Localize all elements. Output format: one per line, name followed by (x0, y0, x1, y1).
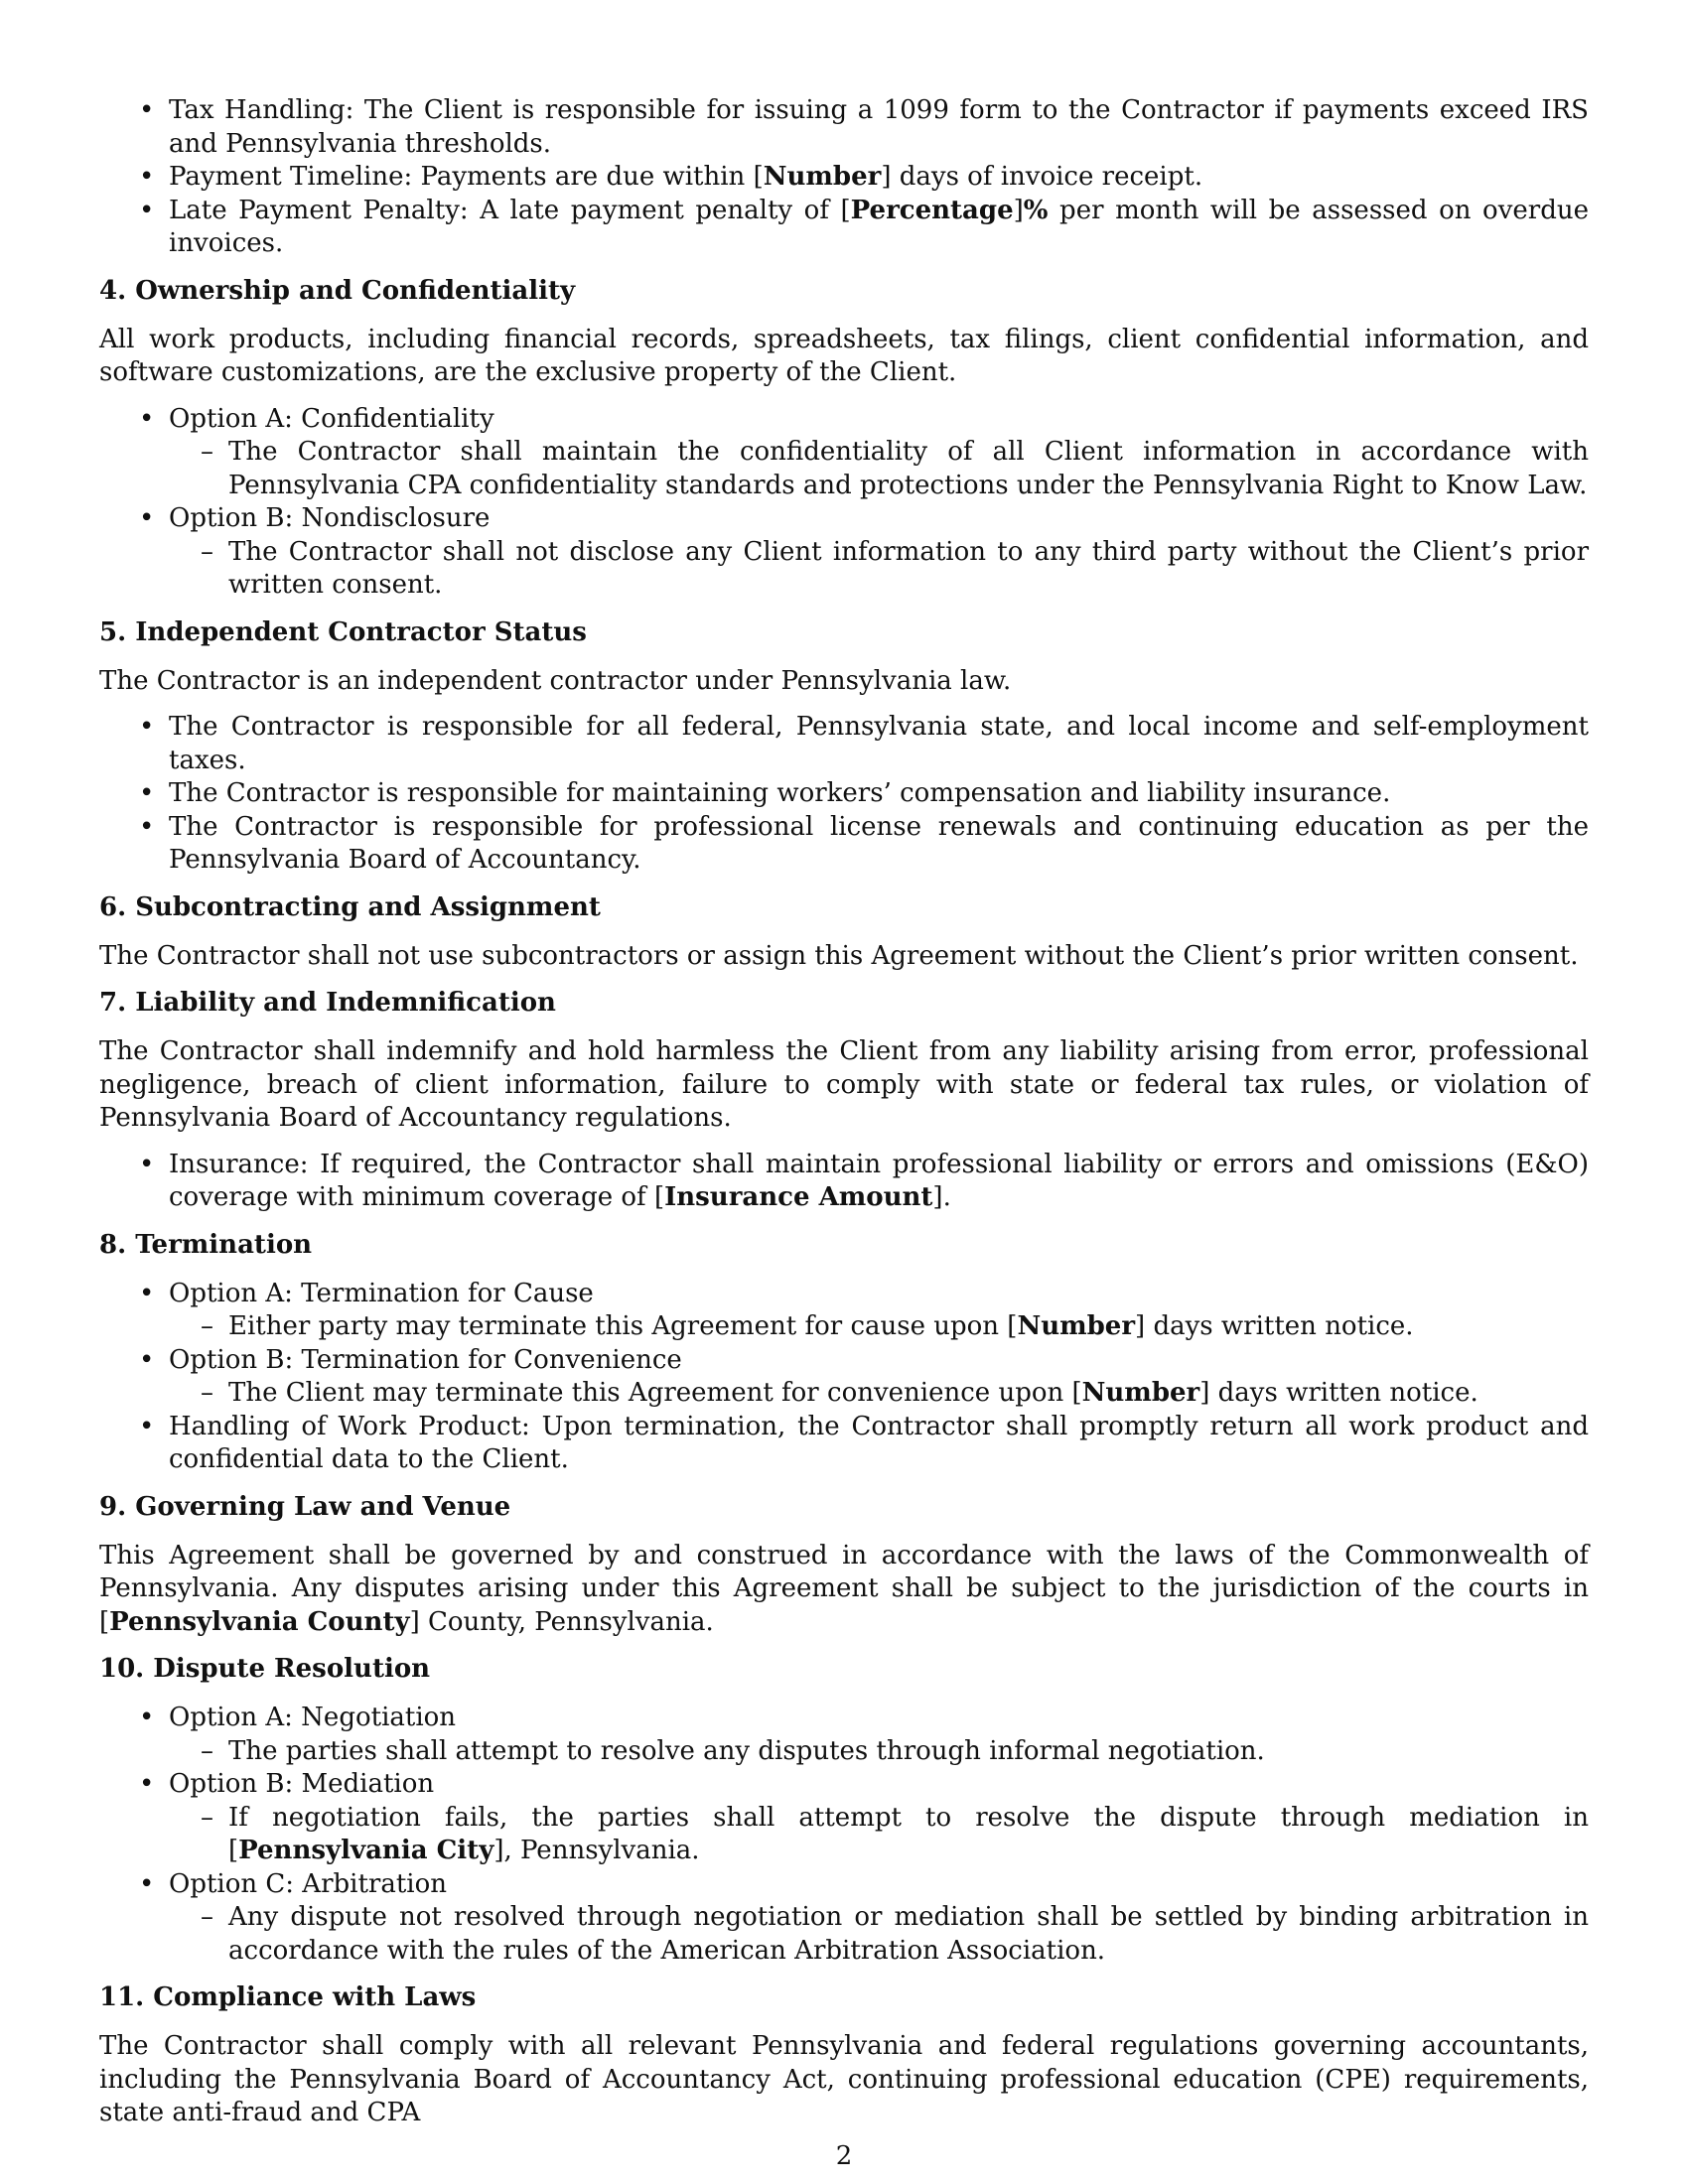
liability-paragraph: The Contractor shall indemnify and hold harmless the Client from any liability arising from error, professional negligence, breach of client information, failure to comply with state or federal tax rules, or violation of Pennsylvania Board of Accountancy regulations. (99, 1036, 1589, 1133)
list-item-option-b: • Option B: Termination for Convenience – The Client may terminate this Agreement for convenience upon [Number] days written notice. (99, 1344, 1589, 1411)
section-heading-termination: 8. Termination (99, 1229, 313, 1260)
sub-item: – The Contractor shall not disclose any Client information to any third party without the Client’s prior written consent. (169, 536, 1589, 603)
sub-item: – The Contractor shall maintain the confidentiality of all Client information in accordance with Pennsylvania CPA confidentiality standards and protections under the Pennsylvania Right to Know Law. (169, 436, 1589, 502)
placeholder-percentage: Percentage (850, 195, 1014, 225)
governing-law-paragraph: This Agreement shall be governed by and construed in accordance with the laws of the Commonwealth of Pennsylvania. Any disputes arising under this Agreement shall be subject to the jurisdiction of the courts in [Pennsylvania County] County, Pennsylvania. (99, 1540, 1589, 1637)
list-item-option-a: • Option A: Negotiation – The parties shall attempt to resolve any disputes through informal negotiation. (99, 1702, 1589, 1768)
list-item: • The Contractor is responsible for all federal, Pennsylvania state, and local income and self-employment taxes. (99, 711, 1589, 777)
dispute-options-list (99, 1702, 1589, 1968)
liability-list (99, 1149, 1589, 1215)
page-number: 2 (835, 2141, 853, 2171)
sub-item: – If negotiation fails, the parties shall attempt to resolve the dispute through mediation in [Pennsylvania City], Pennsylvania. (169, 1802, 1589, 1868)
list-item-option-a: • Option A: Confidentiality – The Contractor shall maintain the confidentiality of all Client information in accordance with Pennsylvania CPA confidentiality standards and protections under the Pennsylvania Right to Know Law. (99, 403, 1589, 503)
contractor-status-paragraph: The Contractor is an independent contractor under Pennsylvania law. (99, 665, 1012, 696)
list-item-option-a: • Option A: Termination for Cause – Either party may terminate this Agreement for cause upon [Number] days written notice. (99, 1278, 1589, 1344)
placeholder-county: Pennsylvania County (109, 1606, 410, 1637)
list-item-insurance: • Insurance: If required, the Contractor shall maintain professional liability or errors and omissions (E&O) coverage with minimum coverage of [Insurance Amount]. (99, 1149, 1589, 1215)
list-item-payment-timeline: • Payment Timeline: Payments are due within [Number] days of invoice receipt. (99, 161, 1589, 195)
list-item-handling: • Handling of Work Product: Upon termination, the Contractor shall promptly return all work product and confidential data to the Client. (99, 1411, 1589, 1477)
sub-item: – The Client may terminate this Agreement for convenience upon [Number] days written notice. (169, 1377, 1589, 1411)
subcontracting-paragraph: The Contractor shall not use subcontractors or assign this Agreement without the Client’s prior written consent. (99, 940, 1579, 971)
list-item-late-penalty: • Late Payment Penalty: A late payment penalty of [Percentage]% per month will be assessed on overdue invoices. (99, 195, 1589, 261)
sub-item: – Any dispute not resolved through negotiation or mediation shall be settled by binding arbitration in accordance with the rules of the American Arbitration Association. (169, 1901, 1589, 1968)
placeholder-number: Number (1017, 1311, 1136, 1341)
section-heading-compliance: 11. Compliance with Laws (99, 1982, 477, 2012)
section-heading-liability: 7. Liability and Indemnification (99, 988, 556, 1018)
termination-list (99, 1278, 1589, 1477)
section-heading-governing-law: 9. Governing Law and Venue (99, 1491, 511, 1522)
list-item-option-c: • Option C: Arbitration – Any dispute not resolved through negotiation or mediation shall be settled by binding arbitration in accordance with the rules of the American Arbitration Association. (99, 1868, 1589, 1969)
placeholder-number: Number (763, 162, 882, 192)
contractor-status-list (99, 711, 1589, 878)
placeholder-insurance-amount: Insurance Amount (664, 1182, 933, 1212)
placeholder-number: Number (1081, 1378, 1200, 1408)
ownership-paragraph: All work products, including financial records, spreadsheets, tax filings, client confidential information, and software customizations, are the exclusive property of the Client. (99, 324, 1589, 387)
list-item: • The Contractor is responsible for professional license renewals and continuing education as per the Pennsylvania Board of Accountancy. (99, 811, 1589, 878)
section-heading-dispute-resolution: 10. Dispute Resolution (99, 1654, 431, 1684)
section-heading-ownership: 4. Ownership and Confidentiality (99, 275, 576, 306)
sub-item: – Either party may terminate this Agreement for cause upon [Number] days written notice. (169, 1310, 1589, 1344)
compliance-paragraph: The Contractor shall comply with all relevant Pennsylvania and federal regulations governing accountants, including the Pennsylvania Board of Accountancy Act, continuing professional education (CPE) requirements, state anti-fraud and CPA (99, 2031, 1589, 2127)
section-heading-contractor-status: 5. Independent Contractor Status (99, 616, 587, 647)
list-item-option-b: • Option B: Nondisclosure – The Contractor shall not disclose any Client information to any third party without the Client’s prior written consent. (99, 502, 1589, 603)
placeholder-city: Pennsylvania City (238, 1836, 494, 1865)
sub-item: – The parties shall attempt to resolve any disputes through informal negotiation. (169, 1735, 1589, 1769)
ownership-options-list (99, 403, 1589, 603)
section-heading-subcontracting: 6. Subcontracting and Assignment (99, 891, 601, 922)
payment-terms-list (99, 94, 1589, 261)
list-item-option-b: • Option B: Mediation – If negotiation fails, the parties shall attempt to resolve the dispute through mediation in [Pennsylvania City], Pennsylvania. (99, 1768, 1589, 1868)
list-item-tax-handling: • Tax Handling: The Client is responsible for issuing a 1099 form to the Contractor if payments exceed IRS and Pennsylvania thresholds. (99, 94, 1589, 161)
list-item: • The Contractor is responsible for maintaining workers’ compensation and liability insurance. (99, 777, 1589, 811)
